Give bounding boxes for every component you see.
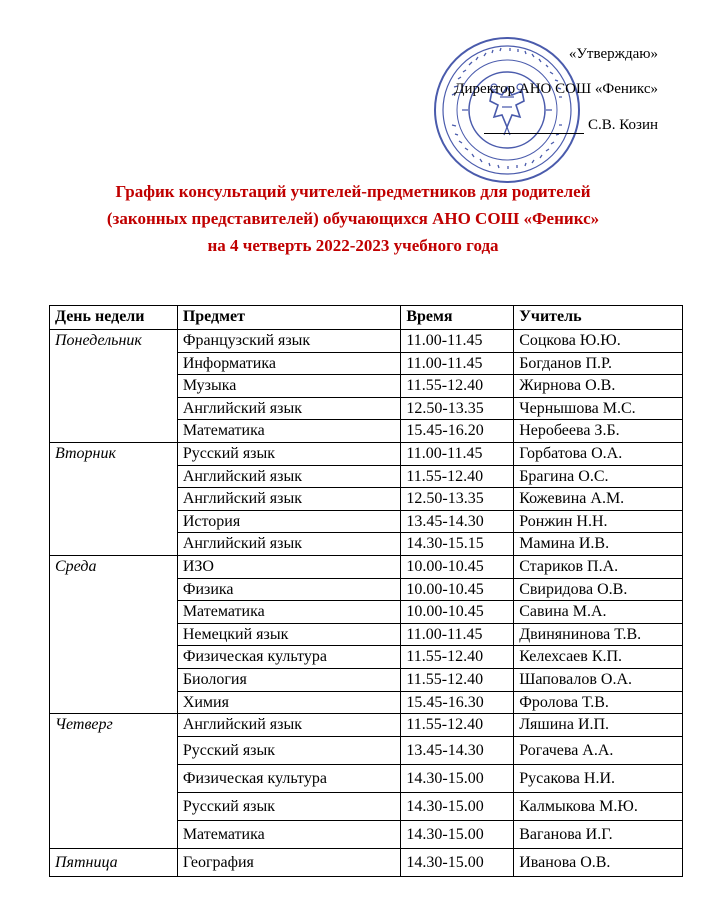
cell-time: 11.00-11.45 — [401, 442, 514, 465]
cell-teacher: Ваганова И.Г. — [514, 820, 683, 848]
cell-subject: Музыка — [177, 375, 401, 398]
cell-teacher: Шаповалов О.А. — [514, 668, 683, 691]
cell-time: 11.00-11.45 — [401, 330, 514, 353]
cell-time: 12.50-13.35 — [401, 397, 514, 420]
cell-time: 11.55-12.40 — [401, 668, 514, 691]
header-time: Время — [401, 306, 514, 330]
signature-blank — [484, 119, 584, 134]
cell-subject: Немецкий язык — [177, 623, 401, 646]
table-row — [50, 848, 683, 876]
cell-time: 14.30-15.00 — [401, 764, 514, 792]
cell-teacher: Рогачева А.А. — [514, 736, 683, 764]
table-row — [50, 330, 683, 353]
title-line-3: на 4 четверть 2022-2023 учебного года — [207, 236, 499, 255]
cell-subject: Английский язык — [177, 714, 401, 737]
header-teacher: Учитель — [514, 306, 683, 330]
cell-subject: Биология — [177, 668, 401, 691]
cell-subject: Химия — [177, 691, 401, 714]
cell-teacher: Стариков П.А. — [514, 555, 683, 578]
cell-subject: Физика — [177, 578, 401, 601]
cell-subject: Французский язык — [177, 330, 401, 353]
cell-subject: Английский язык — [177, 533, 401, 556]
cell-time: 13.45-14.30 — [401, 736, 514, 764]
cell-teacher: Неробеева З.Б. — [514, 420, 683, 443]
cell-teacher: Келехсаев К.П. — [514, 646, 683, 669]
cell-day: Среда — [50, 555, 178, 713]
cell-time: 11.00-11.45 — [401, 623, 514, 646]
cell-time: 14.30-15.00 — [401, 792, 514, 820]
cell-teacher: Кожевина А.М. — [514, 488, 683, 511]
cell-teacher: Свиридова О.В. — [514, 578, 683, 601]
cell-time: 15.45-16.20 — [401, 420, 514, 443]
header-day: День недели — [50, 306, 178, 330]
cell-day: Четверг — [50, 714, 178, 849]
title-line-1: График консультаций учителей-предметников для родителей — [115, 182, 591, 201]
header-subject: Предмет — [177, 306, 401, 330]
cell-time: 10.00-10.45 — [401, 601, 514, 624]
approval-director-line: Директор АНО СОШ «Феникс» — [454, 81, 658, 97]
title-line-2: (законных представителей) обучающихся АНО СОШ «Феникс» — [106, 209, 600, 228]
cell-teacher: Двинянинова Т.В. — [514, 623, 683, 646]
cell-teacher: Жирнова О.В. — [514, 375, 683, 398]
table-row — [50, 714, 683, 737]
cell-time: 15.45-16.30 — [401, 691, 514, 714]
cell-time: 12.50-13.35 — [401, 488, 514, 511]
cell-teacher: Калмыкова М.Ю. — [514, 792, 683, 820]
cell-subject: Математика — [177, 420, 401, 443]
cell-subject: История — [177, 510, 401, 533]
cell-teacher: Горбатова О.А. — [514, 442, 683, 465]
cell-teacher: Иванова О.В. — [514, 848, 683, 876]
cell-time: 10.00-10.45 — [401, 555, 514, 578]
cell-subject: Математика — [177, 820, 401, 848]
cell-teacher: Фролова Т.В. — [514, 691, 683, 714]
cell-teacher: Савина М.А. — [514, 601, 683, 624]
table-row — [50, 555, 683, 578]
cell-time: 11.55-12.40 — [401, 646, 514, 669]
document-title — [0, 178, 706, 259]
cell-teacher: Соцкова Ю.Ю. — [514, 330, 683, 353]
cell-time: 11.00-11.45 — [401, 352, 514, 375]
cell-subject: Английский язык — [177, 465, 401, 488]
cell-subject: Русский язык — [177, 736, 401, 764]
director-name: С.В. Козин — [588, 117, 658, 133]
round-seal-with-eagle-icon — [432, 35, 582, 185]
table-row — [50, 442, 683, 465]
cell-time: 11.55-12.40 — [401, 375, 514, 398]
cell-subject: Информатика — [177, 352, 401, 375]
table-header-row — [50, 306, 683, 330]
cell-subject: География — [177, 848, 401, 876]
table-body — [50, 330, 683, 877]
cell-time: 14.30-15.15 — [401, 533, 514, 556]
cell-time: 13.45-14.30 — [401, 510, 514, 533]
cell-subject: Физическая культура — [177, 764, 401, 792]
cell-subject: ИЗО — [177, 555, 401, 578]
cell-time: 11.55-12.40 — [401, 465, 514, 488]
cell-subject: Физическая культура — [177, 646, 401, 669]
cell-subject: Русский язык — [177, 442, 401, 465]
cell-time: 11.55-12.40 — [401, 714, 514, 737]
cell-teacher: Русакова Н.И. — [514, 764, 683, 792]
consultation-schedule-table — [49, 305, 683, 877]
approval-heading: «Утверждаю» — [568, 46, 658, 62]
cell-time: 14.30-15.00 — [401, 848, 514, 876]
cell-subject: Русский язык — [177, 792, 401, 820]
cell-teacher: Ронжин Н.Н. — [514, 510, 683, 533]
cell-day: Понедельник — [50, 330, 178, 443]
cell-teacher: Мамина И.В. — [514, 533, 683, 556]
cell-time: 14.30-15.00 — [401, 820, 514, 848]
cell-time: 10.00-10.45 — [401, 578, 514, 601]
approval-signature-line — [484, 117, 658, 134]
cell-teacher: Брагина О.С. — [514, 465, 683, 488]
cell-day: Пятница — [50, 848, 178, 876]
cell-day: Вторник — [50, 442, 178, 555]
cell-subject: Английский язык — [177, 488, 401, 511]
cell-teacher: Ляшина И.П. — [514, 714, 683, 737]
cell-subject: Математика — [177, 601, 401, 624]
cell-teacher: Богданов П.Р. — [514, 352, 683, 375]
cell-subject: Английский язык — [177, 397, 401, 420]
cell-teacher: Чернышова М.С. — [514, 397, 683, 420]
